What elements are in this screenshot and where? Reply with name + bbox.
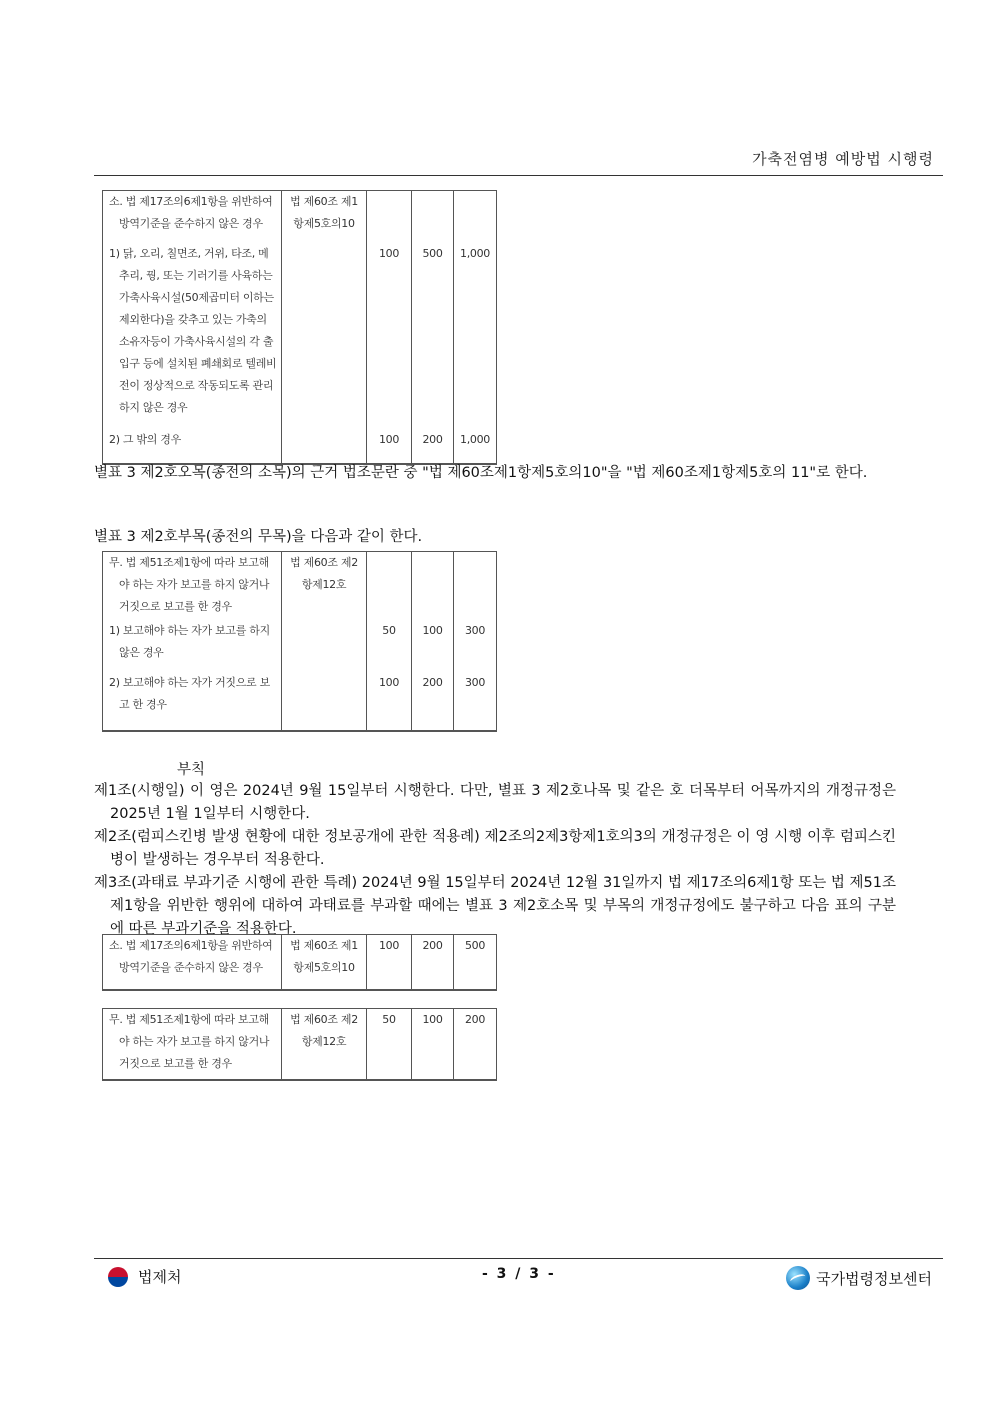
table-cell-value: 50 (367, 620, 412, 672)
amendment-text: 별표 3 제2호부목(종전의 무목)을 다음과 같이 한다. (94, 529, 423, 545)
transition-table-mu (102, 1008, 497, 1081)
table-cell-law (282, 237, 367, 419)
table-cell-law: 법 제60조 제1항제5호의10 (282, 935, 367, 991)
table-cell-value: 100 (367, 237, 412, 419)
table-cell-value: 1,000 (454, 237, 497, 419)
table-cell-value: 300 (454, 620, 497, 672)
penalty-table-mu (102, 551, 497, 732)
table-cell-law (282, 620, 367, 672)
amendment-text: 별표 3 제2호오목(종전의 소목)의 근거 법조문란 중 "법 제60조제1항제5호의10"을 "법 제60조제1항제5호의 11"로 한다. (94, 465, 868, 481)
table-cell-value: 1,000 (454, 419, 497, 464)
table-cell-value: 300 (454, 672, 497, 731)
footer-center-logo (786, 1266, 932, 1290)
table-cell-law (282, 419, 367, 464)
table-cell-value (412, 191, 454, 238)
article-3: 제3조(과태료 부과기준 시행에 관한 특례) 2024년 9월 15일부터 2024년 12월 31일까지 법 제17조의6제1항 또는 법 제51조제1항을 위반한 행위에 대하여 과태료를 부과할 때에는 별표 3 제2호소목 및 부목의 개정규정에도 불구하고 다음 표의 구분에 따른 부과기준을 적용한다. (94, 875, 896, 937)
table-cell-desc: 2) 보고해야 하는 자가 거짓으로 보고 한 경우 (103, 672, 282, 731)
penalty-table-so (102, 190, 497, 465)
header-divider (94, 175, 943, 176)
table-row (103, 419, 497, 464)
table-row (103, 672, 497, 731)
table-cell-value (367, 552, 412, 621)
footer-ministry (108, 1266, 181, 1287)
table-cell-value: 100 (412, 620, 454, 672)
table-cell-value (454, 191, 497, 238)
table-row (103, 237, 497, 419)
table-cell-desc: 2) 그 밖의 경우 (103, 419, 282, 464)
table-cell-law: 법 제60조 제2항제12호 (282, 552, 367, 621)
table-cell-desc: 소. 법 제17조의6제1항을 위반하여 방역기준을 준수하지 않은 경우 (103, 935, 282, 991)
taeguk-icon (108, 1267, 128, 1287)
table-row (103, 191, 497, 238)
amendment-paragraph (94, 462, 896, 485)
table-cell-value: 50 (367, 1009, 412, 1081)
table-cell-value: 100 (412, 1009, 454, 1081)
table-cell-value: 100 (367, 419, 412, 464)
table-cell-desc: 무. 법 제51조제1항에 따라 보고해야 하는 자가 보고를 하지 않거나 거짓으로 보고를 한 경우 (103, 1009, 282, 1081)
table-cell-value: 200 (412, 672, 454, 731)
footer-divider (94, 1258, 943, 1259)
page-number: - 3 / 3 - (482, 1266, 556, 1282)
table-row (103, 1009, 497, 1081)
table-cell-value: 200 (454, 1009, 497, 1081)
table-cell-desc: 1) 닭, 오리, 칠면조, 거위, 타조, 메추리, 꿩, 또는 기러기를 사육하는 가축사육시설(50제곱미터 이하는 제외한다)을 갖추고 있는 가축의 소유자등이 가축사육시설의 각 출입구 등에 설치된 폐쇄회로 텔레비전이 정상적으로 작동되도록 관리하지 않은 경우 (103, 237, 282, 419)
table-cell-value: 200 (412, 419, 454, 464)
table-cell-value: 500 (412, 237, 454, 419)
document-title: 가축전염병 예방법 시행령 (752, 150, 934, 168)
table-cell-desc: 1) 보고해야 하는 자가 보고를 하지 않은 경우 (103, 620, 282, 672)
addenda-articles (94, 780, 896, 941)
table-row (103, 935, 497, 991)
law-info-center-name: 국가법령정보센터 (816, 1269, 932, 1288)
table-cell-desc: 무. 법 제51조제1항에 따라 보고해야 하는 자가 보고를 하지 않거나 거짓으로 보고를 한 경우 (103, 552, 282, 621)
table-cell-law: 법 제60조 제1항제5호의10 (282, 191, 367, 238)
table-row (103, 552, 497, 621)
table-cell-value: 500 (454, 935, 497, 991)
table-cell-value (412, 552, 454, 621)
table-cell-law: 법 제60조 제2항제12호 (282, 1009, 367, 1081)
article-2: 제2조(럼피스킨병 발생 현황에 대한 정보공개에 관한 적용례) 제2조의2제3항제1호의3의 개정규정은 이 영 시행 이후 럼피스킨병이 발생하는 경우부터 적용한다. (94, 829, 896, 868)
table-cell-value (454, 552, 497, 621)
table-cell-value (367, 191, 412, 238)
article-1: 제1조(시행일) 이 영은 2024년 9월 15일부터 시행한다. 다만, 별표 3 제2호나목 및 같은 호 더목부터 어목까지의 개정규정은 2025년 1월 1일부터 시행한다. (94, 783, 896, 822)
table-cell-value: 100 (367, 672, 412, 731)
table-cell-value: 200 (412, 935, 454, 991)
ministry-name: 법제처 (138, 1268, 182, 1286)
table-row (103, 620, 497, 672)
globe-icon (786, 1266, 810, 1290)
table-cell-desc: 소. 법 제17조의6제1항을 위반하여 방역기준을 준수하지 않은 경우 (103, 191, 282, 238)
transition-table-so (102, 934, 497, 991)
addenda-heading: 부칙 (177, 762, 206, 778)
amendment-paragraph (94, 526, 896, 549)
table-cell-law (282, 672, 367, 731)
table-cell-value: 100 (367, 935, 412, 991)
